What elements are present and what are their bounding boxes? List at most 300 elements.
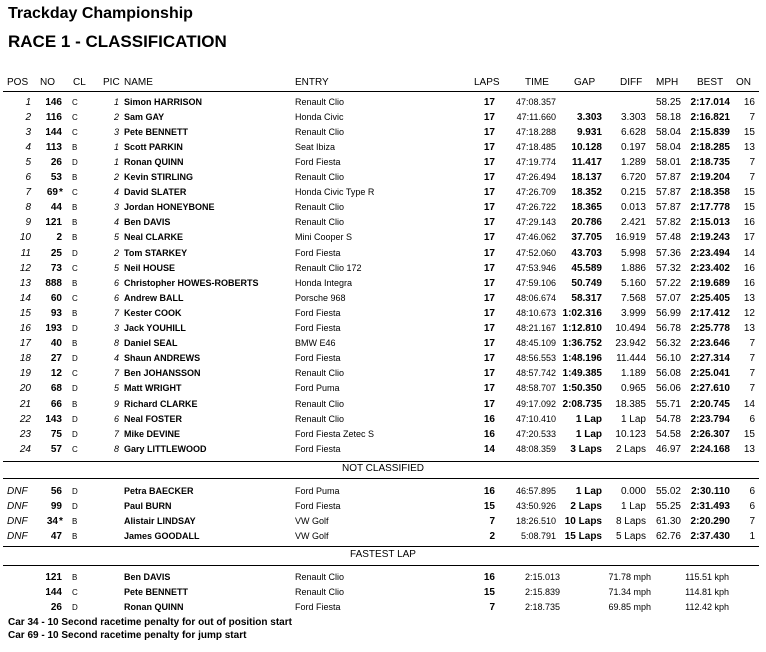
car-number: 26 [50,156,62,168]
race-classification-title: RACE 1 - CLASSIFICATION [8,32,227,51]
speed-kph: 112.42 kph [685,602,729,613]
diff: 11.444 [616,353,646,365]
car-number: 27 [50,353,62,365]
best-lap: 2:25.778 [690,323,730,334]
average-mph: 55.25 [655,500,681,512]
best-lap-on: 13 [743,323,755,334]
gap: 10 Laps [564,515,602,527]
race-time: 47:26.494 [515,172,556,182]
result-row [0,261,766,276]
not-classified-row [0,484,766,499]
position-in-class: 8 [113,338,119,349]
average-mph: 58.25 [655,96,681,108]
average-mph: 57.87 [655,187,681,199]
diff: 8 Laps [615,515,646,527]
position: 13 [19,277,31,289]
result-row [0,170,766,185]
diff: 16.919 [615,232,646,244]
car-number: 25 [50,247,62,259]
car-number: 57 [50,443,62,455]
best-lap-on: 6 [749,485,755,497]
car-number: 40 [50,338,62,350]
average-mph: 57.32 [655,262,681,274]
best-lap-on: 7 [749,111,755,123]
best-lap: 2:23.402 [690,262,730,274]
position: DNF [7,530,28,542]
diff: 1 Lap [620,413,646,425]
class: D [72,248,78,258]
best-lap: 2:26.307 [690,428,730,440]
entry-car: Honda Integra [295,277,353,288]
entry-car: Porsche 968 [295,292,346,303]
average-mph: 54.78 [655,413,681,425]
result-row [0,381,766,396]
best-lap-on: 13 [743,292,755,304]
position: 20 [19,383,31,395]
race-time: 5:08.791 [520,530,556,541]
class: B [72,233,78,243]
gap: 37.705 [571,232,602,244]
entry-car: Renault Clio [295,126,345,137]
entry-car: Honda Civic [295,111,344,122]
not-classified-row [0,529,766,544]
best-lap-on: 7 [749,338,755,350]
class: B [72,142,78,152]
result-row [0,427,766,442]
average-mph: 56.06 [655,383,681,395]
class: B [72,203,78,213]
best-lap: 2:17.778 [690,202,730,214]
best-lap: 2:27.314 [690,353,730,365]
race-time: 47:18.485 [515,141,556,152]
diff: 3.999 [620,307,646,319]
penalty-marker: * [59,515,63,527]
position-in-class: 7 [113,428,119,439]
position-in-class: 4 [113,353,119,364]
laps: 17 [483,202,495,214]
race-time: 47:59.106 [515,277,556,288]
car-number: 146 [45,96,62,108]
speed-mph: 71.78 mph [608,572,651,582]
race-time: 18:26.510 [515,515,556,526]
gap: 18.137 [571,172,602,183]
entry-car: Ford Puma [295,485,340,496]
driver-name: Daniel SEAL [124,338,178,349]
gap: 10.128 [571,141,602,153]
entry-car: Ford Fiesta [295,443,341,454]
best-lap-on: 17 [743,232,755,244]
driver-name: Richard CLARKE [124,398,198,409]
position: 18 [19,353,31,365]
best-lap: 2:23.646 [690,338,730,350]
driver-name: Pete BENNETT [124,587,189,598]
class: B [72,308,78,318]
class: B [72,531,78,541]
class: C [72,444,78,454]
entry-car: Renault Clio [295,217,345,228]
position: 21 [19,398,31,410]
driver-name: David SLATER [124,187,187,198]
position: 4 [25,141,31,153]
car-number: 2 [56,232,62,244]
best-lap-on: 1 [749,530,755,542]
class: D [72,501,78,511]
average-mph: 57.87 [655,172,681,183]
diff: 6.628 [620,126,646,138]
car-number: 68 [50,383,62,395]
position-in-class: 6 [113,292,119,303]
entry-car: Ford Fiesta [295,353,341,364]
diff: 7.568 [620,292,646,304]
best-lap: 2:25.041 [690,368,730,380]
race-time: 47:19.774 [515,156,556,167]
class: D [72,157,78,167]
section-divider [3,565,759,566]
header-time: TIME [525,77,549,88]
best-lap: 2:15.013 [690,217,730,229]
championship-title: Trackday Championship [8,5,193,22]
best-lap: 2:31.493 [690,500,730,512]
position-in-class: 3 [113,202,119,213]
gap: 1:48.196 [562,353,602,365]
class: C [72,97,78,107]
best-lap-on: 7 [749,156,755,168]
best-lap: 2:16.821 [690,111,730,123]
entry-car: Ford Fiesta [295,247,341,258]
driver-name: Gary LITTLEWOOD [124,443,207,454]
diff: 5 Laps [615,530,646,542]
race-time: 46:57.895 [515,485,556,496]
lap-time: 2:18.735 [524,602,560,613]
entry-car: Renault Clio 172 [295,262,362,273]
diff: 10.123 [615,428,646,440]
car-number: 99 [50,500,62,512]
diff: 5.998 [620,247,646,259]
class: D [72,486,78,496]
laps: 17 [483,126,495,138]
best-lap-on: 13 [743,141,755,153]
position-in-class: 2 [113,172,119,182]
best-lap-on: 16 [743,262,755,274]
average-mph: 58.04 [655,141,681,153]
driver-name: Scott PARKIN [124,141,183,152]
driver-name: Neal FOSTER [124,413,183,424]
diff: 0.215 [620,187,646,199]
car-number: 34 [46,515,58,527]
header-divider [3,91,759,92]
best-lap: 2:27.610 [690,383,730,395]
class: C [72,188,78,198]
section-divider [3,478,759,479]
laps: 17 [483,247,495,259]
best-lap-on: 7 [749,353,755,365]
average-mph: 57.48 [655,232,681,244]
driver-name: Mike DEVINE [124,428,181,439]
race-time: 48:08.359 [515,443,556,454]
average-mph: 57.82 [655,217,681,229]
entry-car: Renault Clio [295,368,345,379]
result-row [0,185,766,200]
car-number: 193 [45,323,62,334]
best-lap-on: 7 [749,368,755,380]
gap: 58.317 [571,292,602,304]
best-lap-on: 7 [749,515,755,527]
header-pos: POS [7,77,29,88]
diff: 1 Lap [620,500,646,512]
result-row [0,155,766,170]
best-lap: 2:37.430 [690,530,730,542]
driver-name: Kevin STIRLING [124,172,194,182]
position-in-class: 6 [113,413,119,424]
driver-name: Pete BENNETT [124,126,189,137]
gap: 1:02.316 [562,307,602,319]
driver-name: Paul BURN [124,500,172,511]
class: C [72,263,78,273]
class: C [72,293,78,303]
speed-kph: 115.51 kph [685,572,729,582]
average-mph: 61.30 [655,515,681,527]
entry-car: Ford Fiesta [295,602,341,613]
driver-name: Andrew BALL [124,292,184,303]
best-lap: 2:18.285 [690,141,730,153]
diff: 1.189 [620,368,646,380]
average-mph: 55.71 [655,398,681,410]
entry-car: Ford Fiesta [295,500,341,511]
position: 10 [19,232,31,244]
driver-name: Tom STARKEY [124,247,188,258]
best-lap: 2:19.204 [690,172,730,183]
class: D [72,414,78,424]
average-mph: 56.08 [655,368,681,380]
average-mph: 57.07 [655,292,681,304]
speed-mph: 69.85 mph [608,602,651,613]
gap: 1:12.810 [562,323,602,334]
result-row [0,230,766,245]
car-number: 143 [45,413,62,425]
laps: 16 [483,413,495,425]
position-in-class: 1 [113,141,119,152]
best-lap: 2:23.794 [690,413,730,425]
average-mph: 56.10 [655,353,681,365]
entry-car: Mini Cooper S [295,232,353,243]
race-time: 47:26.709 [515,187,556,198]
header-gap: GAP [574,77,596,88]
gap: 20.786 [571,217,602,229]
position: 6 [25,172,31,183]
race-time: 48:45.109 [515,338,556,349]
best-lap-on: 16 [743,217,755,229]
driver-name: Petra BAECKER [124,485,194,496]
position-in-class: 9 [113,398,119,409]
entry-car: BMW E46 [295,338,336,349]
entry-car: Honda Civic Type R [295,187,375,198]
best-lap: 2:30.110 [691,485,730,497]
diff: 2 Laps [615,443,646,455]
speed-mph: 71.34 mph [608,587,651,598]
average-mph: 62.76 [655,530,681,542]
fastest-lap-row [0,585,766,600]
race-time: 48:21.167 [515,323,556,333]
header-name: NAME [124,77,153,88]
car-number: 144 [45,587,62,599]
driver-name: James GOODALL [124,530,200,541]
lap-number: 16 [483,572,495,583]
gap: 1 Lap [575,413,602,425]
lap-time: 2:15.013 [524,572,560,582]
best-lap: 2:18.358 [690,187,730,199]
laps: 17 [483,398,495,410]
race-time: 48:06.674 [515,292,556,303]
not-classified-row [0,514,766,529]
laps: 2 [489,530,495,542]
penalty-note: Car 34 - 10 Second racetime penalty for out of position start [8,617,292,628]
laps: 17 [483,292,495,304]
entry-car: Ford Fiesta [295,323,341,333]
race-time: 47:20.533 [515,428,556,439]
average-mph: 56.78 [655,323,681,334]
best-lap: 2:17.014 [690,96,730,108]
section-divider [3,546,759,547]
driver-name: Kester COOK [124,307,182,318]
position: 14 [19,292,31,304]
result-row [0,306,766,321]
best-lap: 2:20.290 [690,515,730,527]
fastest-lap-row [0,600,766,615]
gap: 3 Laps [570,443,602,455]
car-number: 47 [50,530,62,542]
best-lap: 2:25.405 [690,292,730,304]
result-row [0,276,766,291]
best-lap-on: 13 [743,443,755,455]
position: 15 [19,307,31,319]
race-time: 47:52.060 [515,247,556,258]
position: 2 [25,111,31,123]
car-number: 888 [45,277,62,289]
speed-kph: 114.81 kph [685,587,729,598]
position-in-class: 3 [113,323,119,333]
class: B [72,339,78,349]
best-lap-on: 16 [743,96,755,108]
laps: 7 [489,515,495,527]
best-lap: 2:20.745 [690,398,730,410]
car-number: 121 [45,217,62,229]
best-lap: 2:23.494 [690,247,730,259]
position: 19 [19,368,31,380]
average-mph: 56.99 [655,307,681,319]
driver-name: Ben JOHANSSON [124,368,201,379]
laps: 16 [483,485,495,497]
entry-car: Renault Clio [295,572,345,582]
result-row [0,351,766,366]
best-lap-on: 15 [743,126,755,138]
header-best: BEST [697,77,724,88]
best-lap-on: 6 [749,413,755,425]
entry-car: Ford Fiesta [295,156,341,167]
position: 12 [19,262,31,274]
laps: 17 [483,368,495,380]
car-number: 75 [50,428,62,440]
result-row [0,140,766,155]
entry-car: Renault Clio [295,96,345,107]
position: 7 [25,187,31,199]
result-row [0,95,766,110]
lap-time: 2:15.839 [524,587,560,598]
position: 8 [25,202,31,214]
average-mph: 58.18 [655,111,681,123]
best-lap: 2:19.689 [690,277,730,289]
position-in-class: 2 [113,247,119,258]
gap: 45.589 [571,262,602,274]
race-time: 47:11.660 [516,111,556,122]
laps: 17 [483,383,495,395]
best-lap: 2:17.412 [690,307,730,319]
average-mph: 55.02 [655,485,681,497]
laps: 15 [483,500,495,512]
header-laps: LAPS [474,77,500,88]
driver-name: Matt WRIGHT [124,383,182,394]
gap: 1 Lap [575,485,602,497]
position-in-class: 1 [113,96,119,107]
header-on: ON [736,77,751,88]
class: B [72,399,78,409]
entry-car: Renault Clio [295,398,345,409]
best-lap: 2:18.735 [690,156,730,168]
car-number: 116 [45,111,62,123]
laps: 14 [483,443,495,455]
penalty-marker: * [59,187,63,199]
header-no: NO [40,77,55,88]
driver-name: Ben DAVIS [124,217,171,228]
gap: 50.749 [571,277,602,289]
position-in-class: 6 [113,277,119,288]
diff: 0.000 [620,485,646,497]
laps: 17 [483,338,495,350]
header-entry: ENTRY [295,77,329,88]
class: B [72,218,78,228]
class: D [72,603,78,613]
diff: 0.013 [620,202,646,214]
result-row [0,336,766,351]
fastest-lap-row [0,570,766,585]
best-lap: 2:24.168 [690,443,730,455]
laps: 17 [483,172,495,183]
driver-name: Neal CLARKE [124,232,184,243]
laps: 17 [483,353,495,365]
race-time: 47:26.722 [515,202,556,213]
gap: 11.417 [571,156,602,168]
class: C [72,112,78,122]
gap: 18.352 [571,187,602,199]
driver-name: Neil HOUSE [124,262,176,273]
result-row [0,291,766,306]
race-time: 48:56.553 [515,353,556,364]
position-in-class: 8 [113,443,119,454]
position: 17 [19,338,31,350]
result-row [0,397,766,412]
car-number: 93 [50,307,62,319]
car-number: 69 [46,187,58,199]
laps: 17 [483,96,495,108]
car-number: 113 [45,141,62,153]
laps: 17 [483,323,495,334]
driver-name: Ronan QUINN [124,156,184,167]
gap: 18.365 [571,202,602,214]
entry-car: Ford Fiesta Zetec S [295,428,375,439]
result-row [0,321,766,336]
result-row [0,246,766,261]
driver-name: Jack YOUHILL [124,323,186,333]
car-number: 144 [45,126,62,138]
